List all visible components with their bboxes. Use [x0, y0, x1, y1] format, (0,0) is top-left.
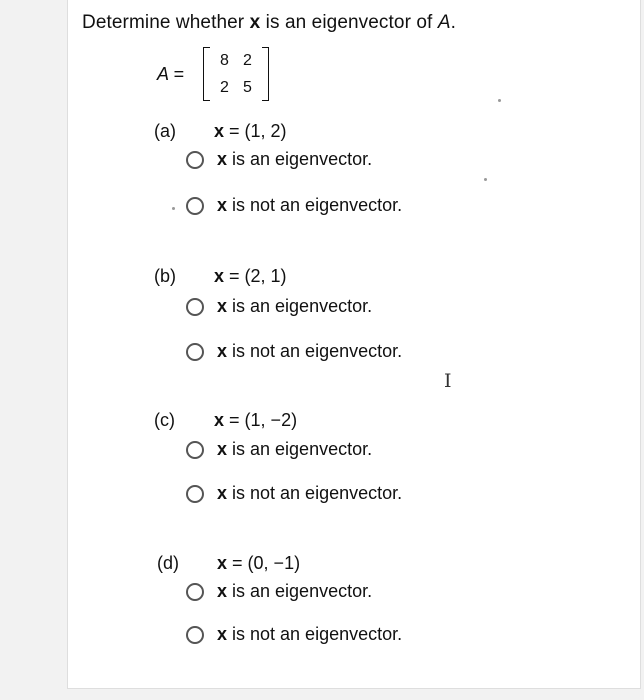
- part-c-option-eigenvector[interactable]: x is an eigenvector.: [186, 439, 372, 460]
- part-c-vector: x = (1, −2): [214, 410, 298, 430]
- part-c-option-not-eigenvector[interactable]: x is not an eigenvector.: [186, 483, 402, 504]
- radio-icon[interactable]: [186, 197, 204, 215]
- part-d-option-not-eigenvector[interactable]: x is not an eigenvector.: [186, 624, 402, 645]
- matrix-cell-r2c1: 2: [220, 79, 229, 96]
- question-title: Determine whether x is an eigenvector of A.: [82, 12, 456, 33]
- radio-icon[interactable]: [186, 298, 204, 316]
- part-b-option-eigenvector[interactable]: x is an eigenvector.: [186, 296, 372, 317]
- radio-icon[interactable]: [186, 151, 204, 169]
- matrix-cell-r1c1: 8: [220, 52, 229, 69]
- stray-dot: [484, 178, 487, 181]
- text-cursor-icon: I: [444, 370, 452, 392]
- part-d-option-eigenvector[interactable]: x is an eigenvector.: [186, 581, 372, 602]
- part-a-option-not-eigenvector[interactable]: x is not an eigenvector.: [186, 195, 402, 216]
- left-bracket: [203, 47, 210, 101]
- radio-icon[interactable]: [186, 485, 204, 503]
- part-c-label: (c): [154, 410, 175, 430]
- matrix-cell-r1c2: 2: [243, 52, 252, 69]
- part-a-vector: x = (1, 2): [214, 121, 287, 141]
- matrix-label: A =: [157, 64, 184, 84]
- right-bracket: [262, 47, 269, 101]
- part-d-label: (d): [157, 553, 179, 573]
- part-a-option-eigenvector[interactable]: x is an eigenvector.: [186, 149, 372, 170]
- part-b-vector: x = (2, 1): [214, 266, 287, 286]
- radio-icon[interactable]: [186, 343, 204, 361]
- matrix-a: [203, 47, 269, 101]
- radio-icon[interactable]: [186, 441, 204, 459]
- part-a-label: (a): [154, 121, 176, 141]
- matrix-cell-r2c2: 5: [243, 79, 252, 96]
- radio-icon[interactable]: [186, 626, 204, 644]
- part-b-option-not-eigenvector[interactable]: x is not an eigenvector.: [186, 341, 402, 362]
- stray-dot: [498, 99, 501, 102]
- radio-icon[interactable]: [186, 583, 204, 601]
- part-b-label: (b): [154, 266, 176, 286]
- part-d-vector: x = (0, −1): [217, 553, 301, 573]
- stray-dot: [172, 207, 175, 210]
